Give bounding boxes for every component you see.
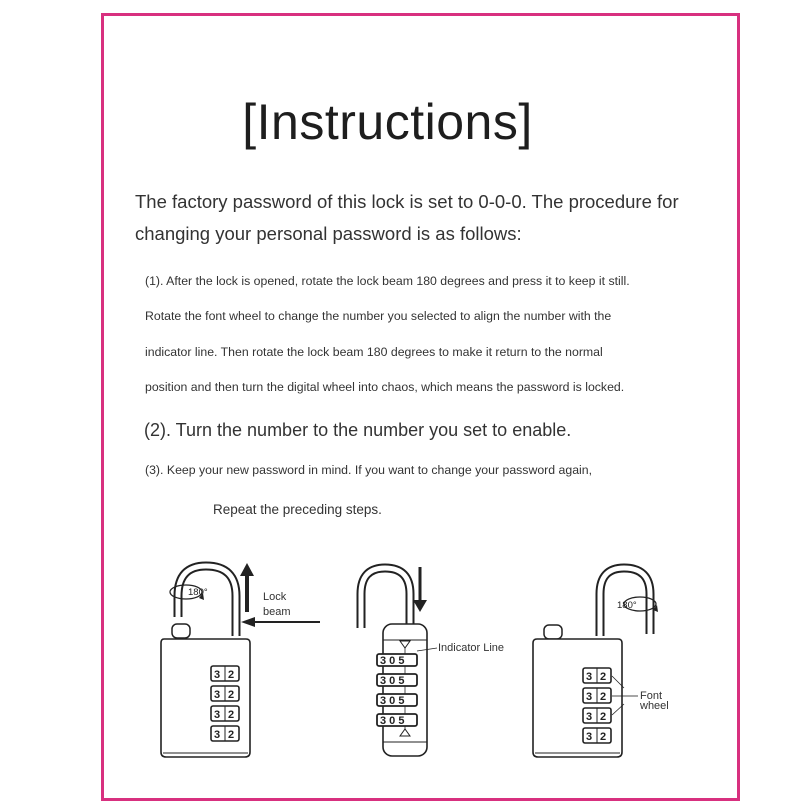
svg-text:2: 2 (228, 729, 235, 741)
svg-text:3 0 5: 3 0 5 (380, 695, 405, 707)
lock-left-illustration (161, 563, 320, 757)
svg-text:2: 2 (600, 691, 607, 703)
svg-text:3 0 5: 3 0 5 (380, 715, 405, 727)
rotation-label-left: 180° (188, 587, 208, 598)
indicator-line-label: Indicator Line (438, 642, 505, 654)
rotation-label-right: 180° (617, 600, 637, 611)
svg-text:3 0 5: 3 0 5 (380, 675, 405, 687)
font-wheel-label-2: wheel (640, 700, 669, 712)
svg-text:2: 2 (600, 671, 607, 683)
step1-line-1: (1). After the lock is opened, rotate the lock beam 180 degrees and press it to keep it still. (145, 274, 630, 288)
step3-line-1: (3). Keep your new password in mind. If you want to change your password again, (145, 463, 593, 477)
svg-text:3: 3 (586, 711, 593, 723)
svg-text:3: 3 (586, 731, 593, 743)
step1-line-2: Rotate the font wheel to change the number you selected to align the number with the (145, 309, 612, 323)
font-wheel-label-1: Font (640, 690, 663, 702)
svg-text:3: 3 (214, 669, 221, 681)
svg-text:2: 2 (600, 731, 607, 743)
step1-line-3: indicator line. Then rotate the lock beam 180 degrees to make it return to the normal (145, 345, 603, 359)
page-title: [Instructions] (242, 94, 533, 150)
svg-text:3: 3 (214, 709, 221, 721)
lock-beam-label-2: beam (263, 606, 291, 618)
svg-text:2: 2 (228, 709, 235, 721)
svg-text:3: 3 (214, 729, 221, 741)
step1-line-4: position and then turn the digital wheel into chaos, which means the password is locked. (145, 380, 625, 394)
lock-middle-illustration (361, 567, 504, 756)
step3-line-2: Repeat the preceding steps. (213, 502, 382, 517)
svg-text:3 0 5: 3 0 5 (380, 655, 405, 667)
svg-text:2: 2 (228, 669, 235, 681)
svg-text:2: 2 (600, 711, 607, 723)
svg-text:3: 3 (586, 691, 593, 703)
svg-text:3: 3 (214, 689, 221, 701)
intro-paragraph: The factory password of this lock is set to 0-0-0. The procedure for changing your personal password is as follows: (135, 191, 679, 244)
lock-beam-label-1: Lock (263, 591, 287, 603)
lock-right-illustration (533, 568, 669, 757)
svg-text:2: 2 (228, 689, 235, 701)
svg-text:3: 3 (586, 671, 593, 683)
step2-text: (2). Turn the number to the number you set to enable. (144, 420, 572, 440)
